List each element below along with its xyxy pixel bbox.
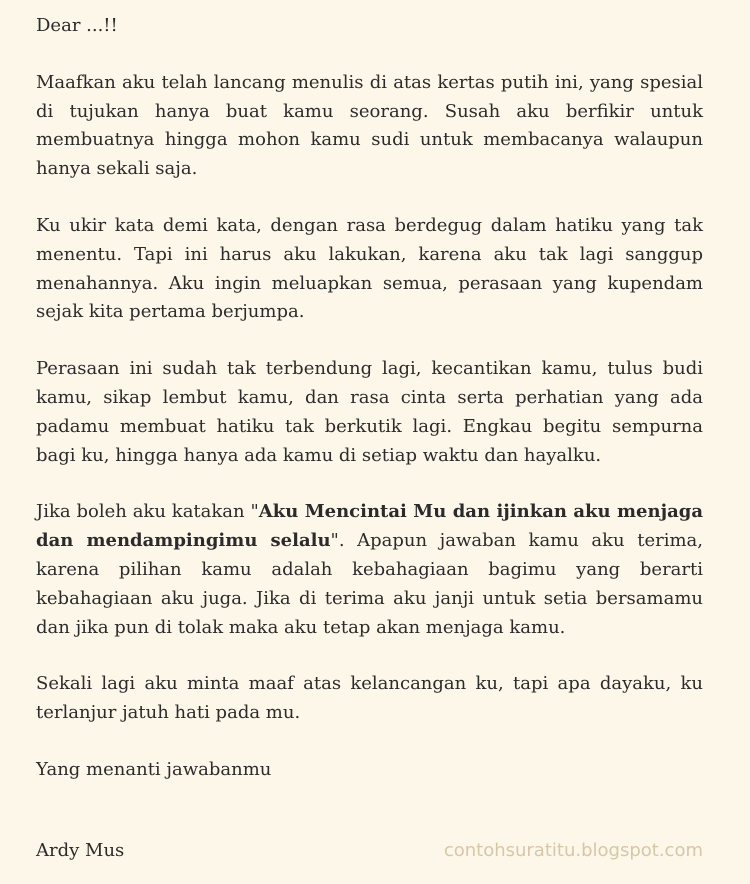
letter-signature: Ardy Mus: [36, 840, 125, 862]
love-declaration: Aku Mencintai Mu dan ijinkan aku menjaga dan mendampingimu selalu: [36, 501, 703, 552]
letter-greeting: Dear ...!!: [36, 15, 118, 36]
letter-paragraph-1: Maafkan aku telah lancang menulis di atas kertas putih ini, yang spesial di tujukan hanya buat kamu seorang. Susah aku berfikir untuk membuatnya hingga mohon kamu sudi untuk membacanya walaupun hanya sekali saja.: [36, 71, 703, 180]
letter-paragraph-3: Perasaan ini sudah tak terbendung lagi, kecantikan kamu, tulus budi kamu, sikap lembut kamu, dan rasa cinta serta perhatian yang ada padamu membuat hatiku tak berkutik lagi. Engkau begitu sempurna bagi ku, hingga hanya ada kamu di setiap waktu dan hayalku.: [36, 358, 703, 466]
paragraph-4-rest: ". Apapun jawaban kamu aku terima, karena pilihan kamu adalah kebahagiaan bagimu yang berarti kebahagiaan aku juga. Jika di terima aku janji untuk setia bersamamu dan jika pun di tolak maka aku tetap akan menjaga kamu.: [36, 530, 704, 638]
paragraph-4-intro: Jika boleh aku katakan ": [36, 501, 259, 523]
letter-paragraph-5: Sekali lagi aku minta maaf atas kelancangan ku, tapi apa dayaku, ku terlanjur jatuh hati pada mu.: [36, 673, 703, 724]
letter-paragraph-4: [36, 498, 703, 642]
letter: [36, 12, 703, 872]
site-watermark: contohsuratitu.blogspot.com: [443, 840, 703, 862]
letter-paragraph-2: Ku ukir kata demi kata, dengan rasa berdegug dalam hatiku yang tak menentu. Tapi ini harus aku lakukan, karena aku tak lagi sanggup menahannya. Aku ingin meluapkan semua, perasaan yang kupendam sejak kita pertama berjumpa.: [36, 214, 703, 323]
letter-closing: Yang menanti jawabanmu: [36, 758, 272, 780]
